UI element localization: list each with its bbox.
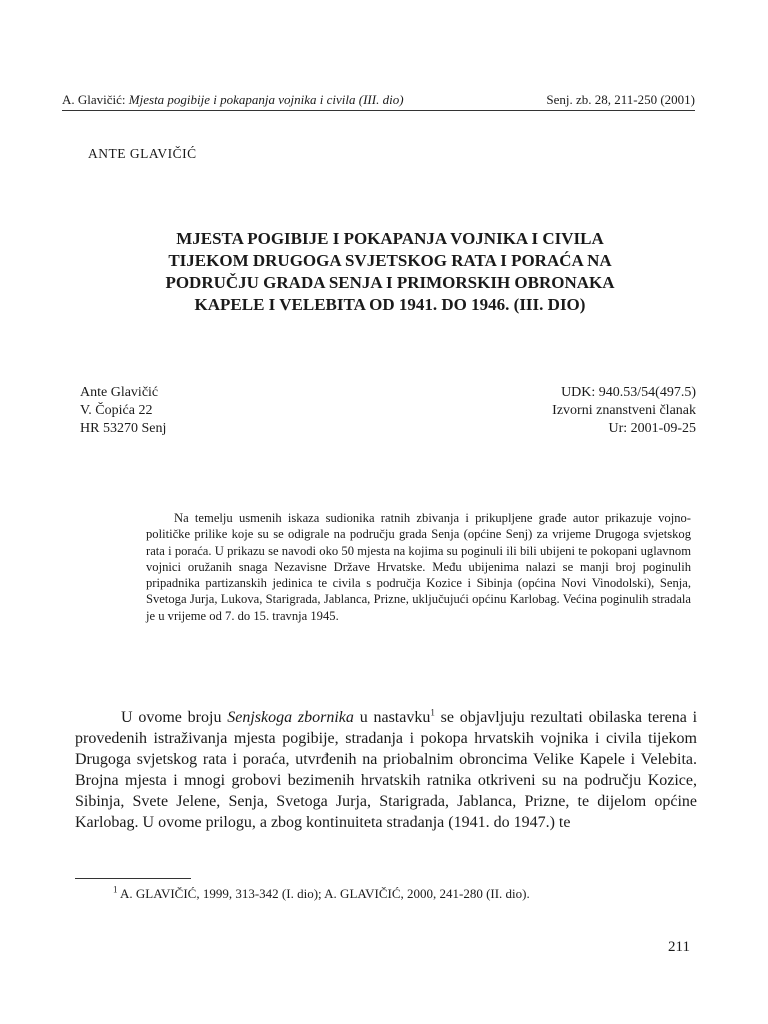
- received-date: Ur: 2001-09-25: [608, 421, 696, 436]
- running-head-title: Mjesta pogibije i pokapanja vojnika i civila (III. dio): [128, 92, 404, 107]
- page-number: 211: [668, 939, 690, 955]
- body-text-run: u nastavku: [353, 709, 431, 726]
- journal-name-italic: Senjskoga zbornika: [227, 709, 354, 726]
- udk-code: UDK: 940.53/54(497.5): [561, 385, 696, 400]
- title-line: KAPELE I VELEBITA OD 1941. DO 1946. (III. DIO): [194, 295, 586, 314]
- abstract: Na temelju usmenih iskaza sudionika ratnih zbivanja i prikupljene građe autor prikazuje vojno-političke prilike koje su se odigrale na području grada Senja (općine Senj) za vrijeme Drugoga svjetskog rata i poraća. U prikazu se navodi oko 50 mjesta na kojima su poginuli ili bili ubijeni te pokopani uglavnom vojnici oružanih snaga Nezavisne Države Hrvatske. Među ubijenima nalazi se manji broj poginulih pripadnika partizanskih jedinica te civila s područja Kozice i Sibinja (općina Novi Vinodolski), Senja, Svetoga Jurja, Lukova, Starigrada, Jablanca, Prizne, uključujući općinu Karlobag. Većina poginulih stradala je u vrijeme od 7. do 15. travnja 1945.: [146, 511, 691, 623]
- article-classification: [552, 384, 696, 438]
- body-paragraph: [75, 707, 697, 833]
- footnote-reference: 1: [430, 707, 435, 718]
- title-line: MJESTA POGIBIJE I POKAPANJA VOJNIKA I CIVILA: [176, 229, 604, 248]
- body-text-run: U ovome broju: [121, 709, 228, 726]
- footnote-mark: 1: [113, 884, 118, 895]
- address-street: V. Čopića 22: [80, 403, 153, 418]
- author-address: [80, 384, 166, 438]
- address-city: HR 53270 Senj: [80, 421, 167, 436]
- running-head: [62, 92, 695, 111]
- title-line: TIJEKOM DRUGOGA SVJETSKOG RATA I PORAĆA NA: [168, 251, 612, 270]
- footnote-rule: [75, 878, 191, 879]
- footnote: [113, 886, 530, 902]
- running-head-journal-ref: Senj. zb. 28, 211-250 (2001): [546, 92, 695, 107]
- title-line: PODRUČJU GRADA SENJA I PRIMORSKIH OBRONAKA: [165, 273, 615, 292]
- address-name: Ante Glavičić: [80, 385, 159, 400]
- footnote-text: A. GLAVIČIĆ, 1999, 313-342 (I. dio); A. GLAVIČIĆ, 2000, 241-280 (II. dio).: [117, 886, 530, 901]
- article-type: Izvorni znanstveni članak: [552, 403, 696, 418]
- body-text-run: se objavljuju rezultati obilaska terena i provedenih istraživanja mjesta pogibije, stradanja i pokopa hrvatskih vojnika i civila tijekom Drugoga svjetskog rata i poraća, utvrđenih na priobalnim obroncima Velike Kapele i Velebita. Brojna mjesta i mnogi grobovi bezimenih hrvatskih ratnika otkriveni su na području Kozice, Sibinja, Svete Jelene, Senja, Svetoga Jurja, Starigrada, Jablanca, Prizne, te dijelom općine Karlobag. U ovome prilogu, a zbog kontinuiteta stradanja (1941. do 1947.) te: [75, 709, 698, 831]
- running-head-citation: [62, 92, 404, 108]
- author-heading: ANTE GLAVIČIĆ: [88, 146, 197, 161]
- running-head-author: A. Glavičić:: [62, 92, 129, 107]
- article-title: [80, 228, 700, 316]
